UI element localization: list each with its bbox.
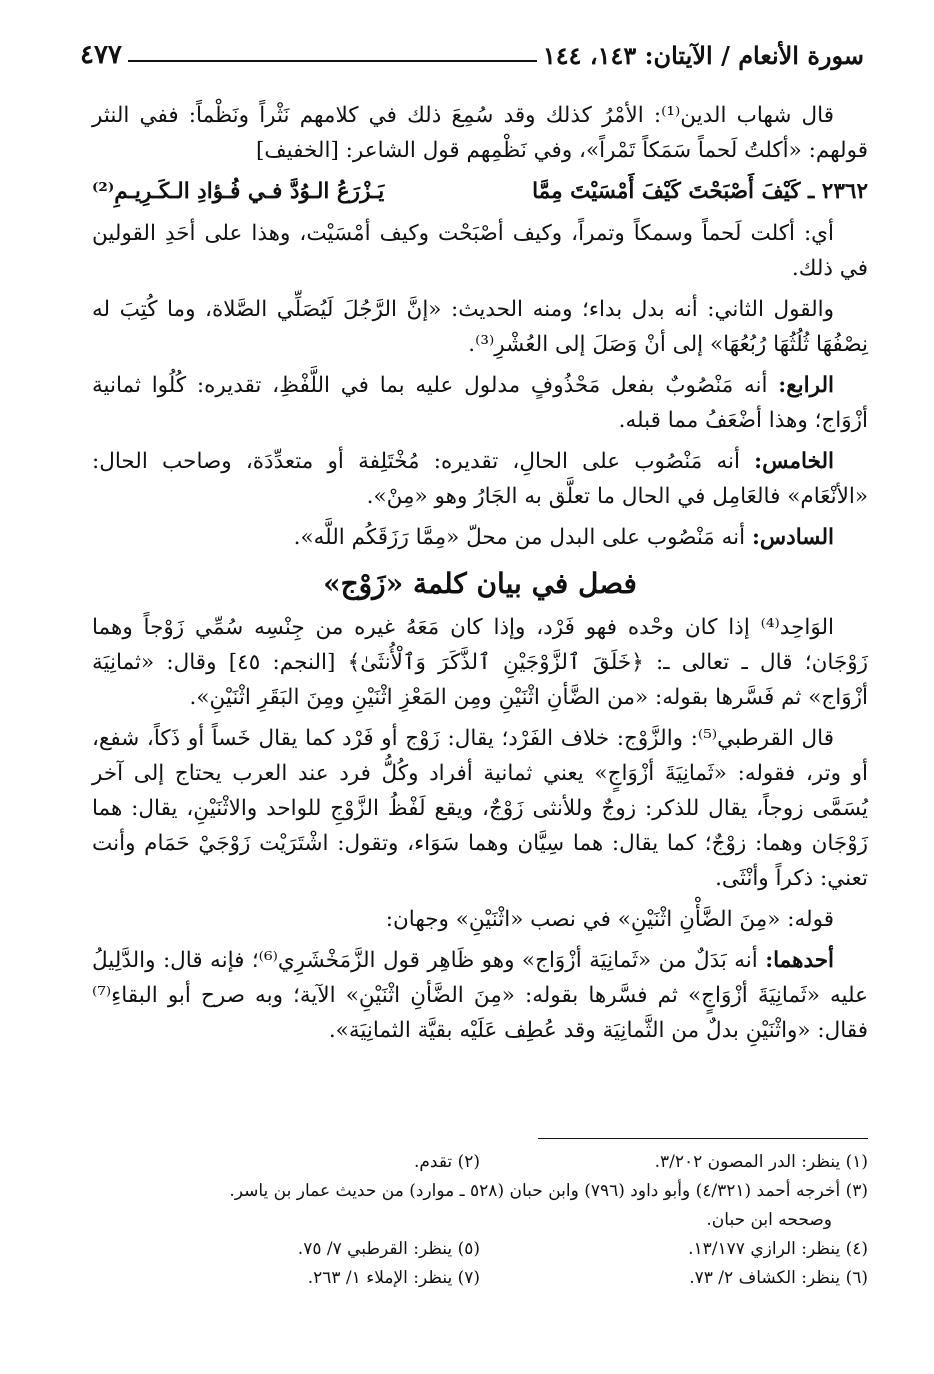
footnotes [92,1148,868,1293]
paragraph-5-lead: الخامس: [754,449,834,474]
paragraph-10 [92,943,868,1048]
paragraph-9: قوله: «مِنَ الضَّأْنِ اثْنَيْنِ» في نصب «اثْنَيْنِ» وجهان: [385,907,834,932]
section-heading: فصل في بيان كلمة «زَوْج» [323,567,637,600]
paragraph-6 [92,520,868,555]
footnote-row [92,1235,868,1264]
footnote-row [92,1148,868,1177]
paragraph-4-text: أنه مَنْصُوبٌ بفعل مَحْذُوفٍ مدلول عليه بما في اللَّفْظِ، تقديره: كُلُوا ثمانية أزْوَاج؛ وهذا أضْعَفُ مما قبله. [92,373,868,433]
footnote-5: (٥) ينظر: القرطبي ٧/ ٧٥. [297,1239,480,1259]
footnote-row [92,1264,868,1293]
main-text [92,98,868,1054]
verse-hemistich-1: كَيْفَ أَصْبَحْتَ كَيْفَ أَمْسَيْتَ مِمَّا [532,179,801,204]
footnote-7: (٧) ينظر: الإملاء ١/ ٢٦٣. [307,1268,480,1288]
footnote-4: (٤) ينظر: الرازي ١٣/١٧٧. [688,1239,868,1259]
footnote-2: (٢) تقدم. [413,1152,480,1172]
paragraph-10-text: أنه بَدَلٌ من «ثَمانِيَة أزْوَاج» وهو ظَاهِر قول الزَّمَخْشَرِي⁽⁶⁾؛ فإنه قال: والدَّلِيلُ عليه «ثَمانِيَةَ أزْوَاجٍ» ثم فسَّرها بقوله: «مِنَ الضَّأنِ اثْنَيْنِ» الآية؛ وبه صرح أبو البقاءِ⁽⁷⁾ فقال: «واثْنَيْنِ بدلٌ من الثَّمانِيَة وقد عُطِف عَلَيْه بقيَّة الثمانِيَة». [92,948,868,1043]
paragraph-6-lead: السادس: [751,525,834,550]
paragraph-7: الوَاحِد⁽⁴⁾ إذا كان وحْده فهو فَرْد، وإذا كان مَعَهُ غيره من جِنْسِه سُمِّي زَوْجاً وهما زَوْجَان؛ قال ـ تعالى ـ: ﴿خَلَقَ ٱلزَّوْجَيْنِ ٱلذَّكَرَ وَٱلْأُنثَىٰ﴾ [النجم: ٤٥] وقال: «ثمانِيَة أزْوَاج» ثم فَسَّرها بقوله: «من الضَّأنِ اثْنَيْنِ ومِن المَعْزِ اثْنَيْنِ ومِنَ البَقَرِ اثْنَيْنِ». [92,615,868,710]
page-header [80,30,864,70]
paragraph-5 [92,444,868,514]
paragraph-2: أي: أكلت لَحماً وسمكاً وتمراً، وكيف أصْبَحْت وكيف أمْسَيْت، وهذا على أحَدِ القولين في ذلك. [92,221,868,281]
paragraph-1: قال شهاب الدين⁽¹⁾: الأمْرُ كذلك وقد سُمِعَ ذلك في كلامهم نَثْراً ونَظْماً: ففي النثر قولهم: «أكلتُ لَحماً سَمَكاً تَمْراً»، وفي نَظْمِهم قول الشاعر: [الخفيف] [92,103,868,163]
paragraph-4-lead: الرابع: [778,373,834,398]
poetry-verse [92,174,868,210]
paragraph-10-lead: أحدهما: [765,948,834,973]
verse-first-half [532,174,868,210]
page-number: ٤٧٧ [80,40,122,70]
paragraph-3: والقول الثاني: أنه بدل بداء؛ ومنه الحديث: «إنَّ الرَّجُلَ لَيُصَلِّي الصَّلاة، وما كُتِبَ له نِصْفُهَا ثُلُثُهَا رُبُعُهَا» إلى أنْ وَصَلَ إلى العُشْرِ⁽³⁾. [92,297,868,357]
paragraph-8: قال القرطبي⁽⁵⁾: والزَّوْج: خلاف الفَرْد؛ يقال: زَوْج أو فَرْد كما يقال خَساً أو ذَكاً، شفع، أو وتر، فقوله: «ثَمانِيَةَ أزْوَاجٍ» يعني ثمانية أفراد وكُلُّ فرد عند العرب يحتاج إلى آخر يُسَمَّى زوجاً، يقال للذكر: زوجٌ وللأنثى زَوْجٌ، ويقع لَفْظُ الزَّوْجِ للواحد والاثْنَيْنِ، يقال: هما زَوْجَان وهما: زوْجٌ؛ كما يقال: هما سِيَّان وهما سَوَاء، وتقول: اشْتَرَيْت زَوْجَيْ حَمَام وأنت تعني: ذكراً وأنْثَى. [92,726,868,891]
header-rule [128,60,537,62]
verse-hemistich-2: يَـزْرَعُ الـوُدَّ فـي فُـؤادِ الـكَـرِيـمِ⁽²⁾ [92,179,385,204]
footnote-3: (٣) أخرجه أحمد (٤/٣٢١) وأبو داود (٧٩٦) وابن حبان (٥٢٨ ـ موارد) من حديث عمار بن ياسر. [229,1181,868,1201]
verse-number: ٢٣٦٢ ـ [808,179,868,204]
running-title: سورة الأنعام / الآيتان: ١٤٣، ١٤٤ [542,41,864,70]
paragraph-6-text: أنه مَنْصُوب على البدل من محلّ «مِمَّا رَزَقَكُم اللَّه». [293,525,752,550]
paragraph-5-text: أنه مَنْصُوب على الحالِ، تقديره: مُخْتَلِفة أو متعدِّدَة، وصاحب الحال: «الأنْعَام» فالعَامِل في الحال ما تعلَّق به الجَارُ وهو «مِنْ». [92,449,868,509]
footnote-3-continued: وصححه ابن حبان. [706,1210,832,1230]
footnote-1: (١) ينظر: الدر المصون ٣/٢٠٢. [654,1152,868,1172]
paragraph-4 [92,368,868,438]
footnote-6: (٦) ينظر: الكشاف ٢/ ٧٣. [689,1268,868,1288]
footnote-separator [538,1138,868,1139]
